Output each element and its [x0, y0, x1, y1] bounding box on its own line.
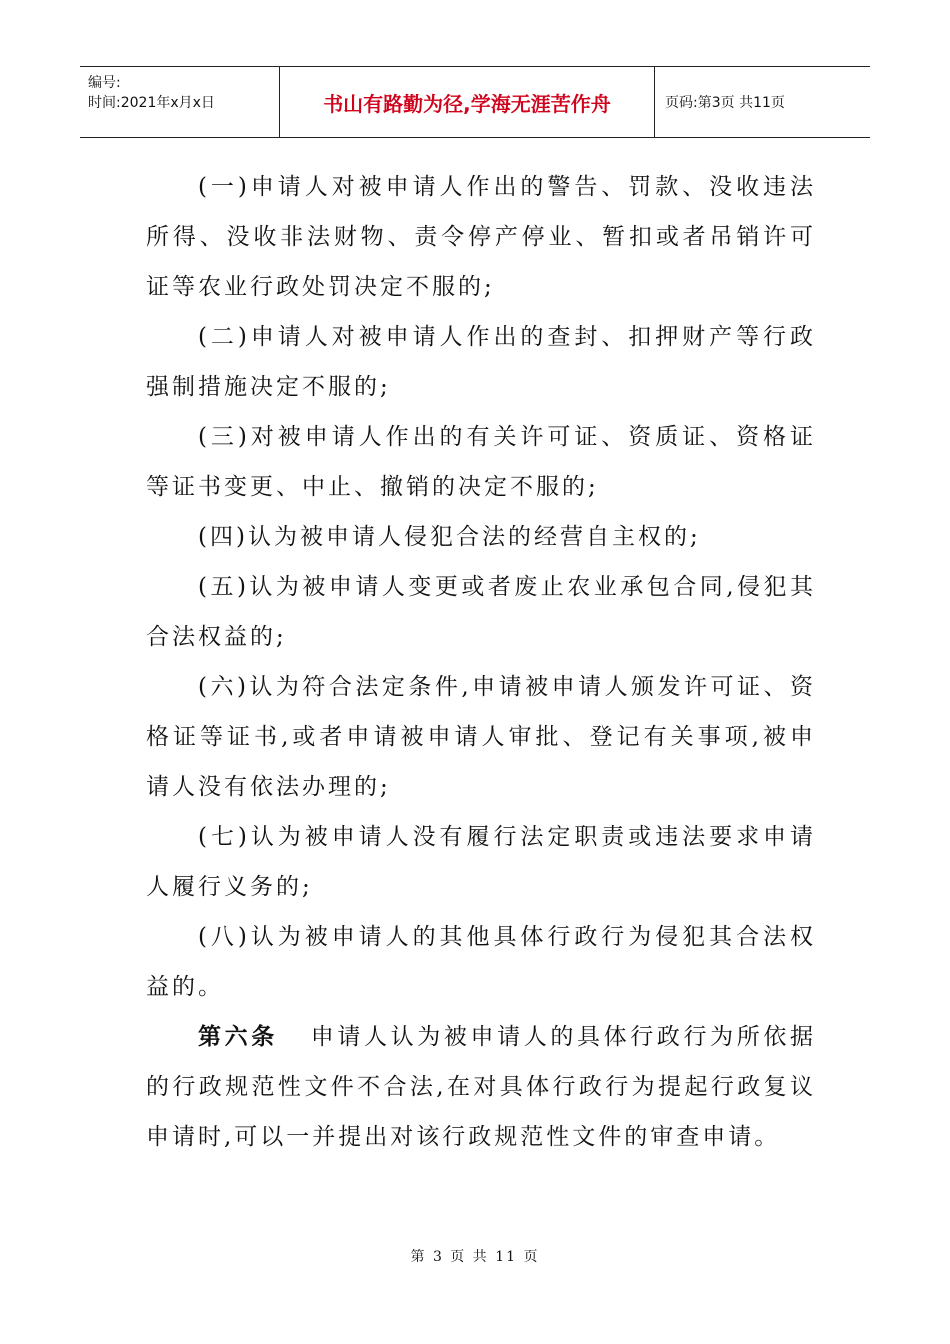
header-page-info: 页码:第3页 共11页	[665, 95, 785, 111]
clause-8: (八)认为被申请人的其他具体行政行为侵犯其合法权益的。	[146, 924, 816, 1000]
clause-1: (一)申请人对被申请人作出的警告、罚款、没收违法所得、没收非法财物、责令停产停业、暂扣或者吊销许可证等农业行政处罚决定不服的;	[146, 174, 816, 300]
clause-3: (三)对被申请人作出的有关许可证、资质证、资格证等证书变更、中止、撤销的决定不服的;	[146, 424, 816, 500]
clause-7: (七)认为被申请人没有履行法定职责或违法要求申请人履行义务的;	[146, 824, 816, 900]
clause-5: (五)认为被申请人变更或者废止农业承包合同,侵犯其合法权益的;	[146, 574, 816, 650]
document-body	[146, 162, 816, 1162]
article-6	[146, 1012, 816, 1162]
page-footer: 第 3 页 共 11 页	[410, 1249, 540, 1265]
article-text: 申请人认为被申请人的具体行政行为所依据的行政规范性文件不合法,在对具体行政行为提起行政复议申请时,可以一并提出对该行政规范性文件的审查申请。	[146, 1024, 817, 1150]
header-motto: 书山有路勤为径,学海无涯苦作舟	[280, 67, 655, 137]
header-meta	[80, 67, 280, 137]
article-title: 第六条	[198, 1023, 278, 1050]
clause-2: (二)申请人对被申请人作出的查封、扣押财产等行政强制措施决定不服的;	[146, 324, 816, 400]
page-header	[80, 66, 870, 138]
time-label: 时间:2021年x月x日	[88, 95, 215, 111]
clause-6: (六)认为符合法定条件,申请被申请人颁发许可证、资格证等证书,或者申请被申请人审批、登记有关事项,被申请人没有依法办理的;	[146, 674, 816, 800]
clause-4: (四)认为被申请人侵犯合法的经营自主权的;	[198, 524, 701, 550]
number-label: 编号:	[88, 75, 121, 91]
